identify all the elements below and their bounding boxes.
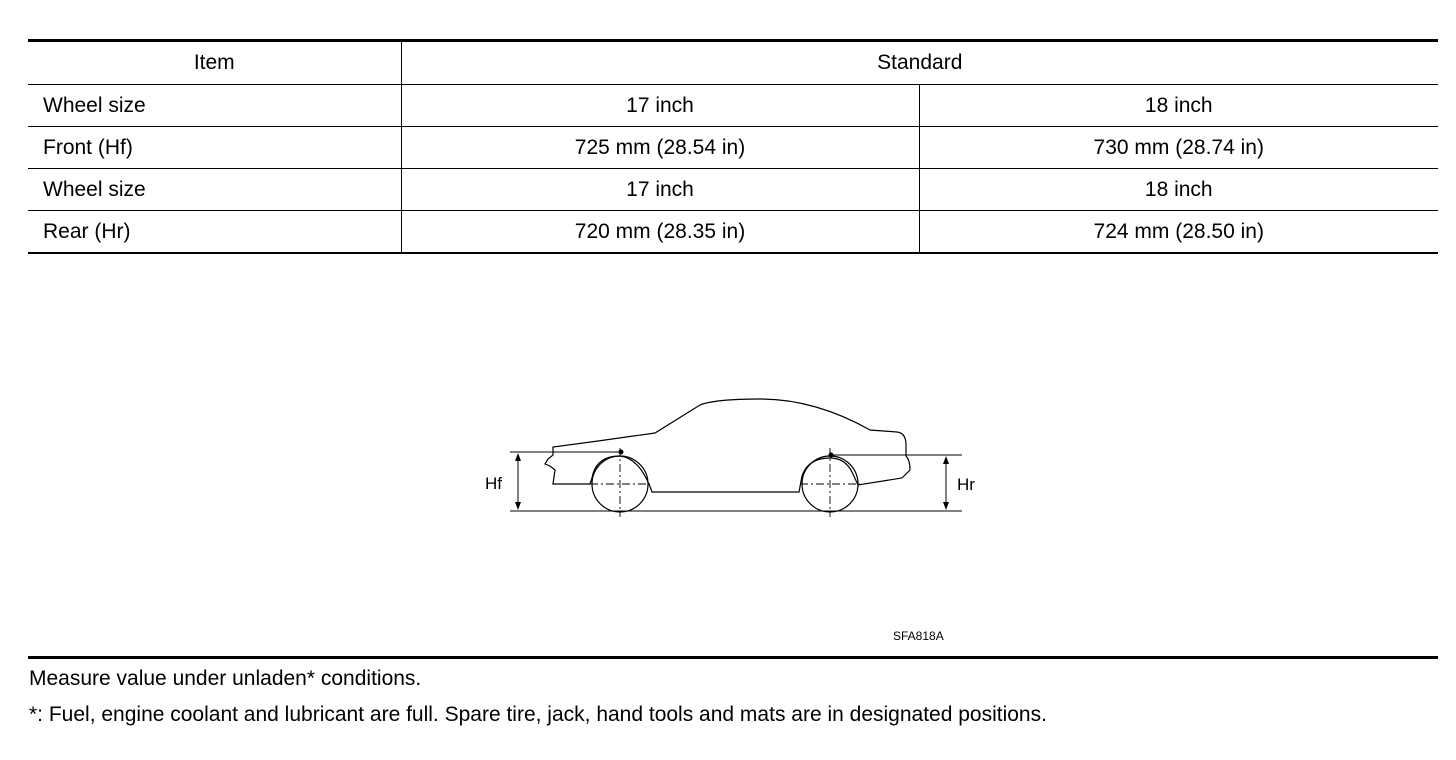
header-item: Item — [28, 41, 401, 85]
hf-label: Hf — [485, 474, 502, 493]
car-body-outline — [545, 399, 910, 492]
spec-table — [28, 39, 1438, 254]
row-value-18: 18 inch — [919, 85, 1438, 127]
table-row — [28, 127, 1438, 169]
row-value-17: 720 mm (28.35 in) — [401, 211, 919, 254]
row-value-17: 17 inch — [401, 169, 919, 211]
table-row — [28, 85, 1438, 127]
row-value-17: 725 mm (28.54 in) — [401, 127, 919, 169]
unladen-definition-note: *: Fuel, engine coolant and lubricant are full. Spare tire, jack, hand tools and mats are in designated positions. — [29, 703, 1047, 726]
table-row — [28, 211, 1438, 254]
table-row — [28, 169, 1438, 211]
header-standard: Standard — [401, 41, 1438, 85]
row-item: Front (Hf) — [28, 127, 401, 169]
table-header-row — [28, 41, 1438, 85]
row-item: Wheel size — [28, 85, 401, 127]
row-value-18: 724 mm (28.50 in) — [919, 211, 1438, 254]
hr-label: Hr — [957, 475, 975, 494]
car-height-diagram — [480, 390, 980, 530]
measurement-note: Measure value under unladen* conditions. — [29, 667, 422, 690]
row-value-17: 17 inch — [401, 85, 919, 127]
figure-code: SFA818A — [893, 629, 944, 643]
row-item: Wheel size — [28, 169, 401, 211]
divider — [28, 656, 1438, 659]
row-value-18: 730 mm (28.74 in) — [919, 127, 1438, 169]
row-value-18: 18 inch — [919, 169, 1438, 211]
row-item: Rear (Hr) — [28, 211, 401, 254]
